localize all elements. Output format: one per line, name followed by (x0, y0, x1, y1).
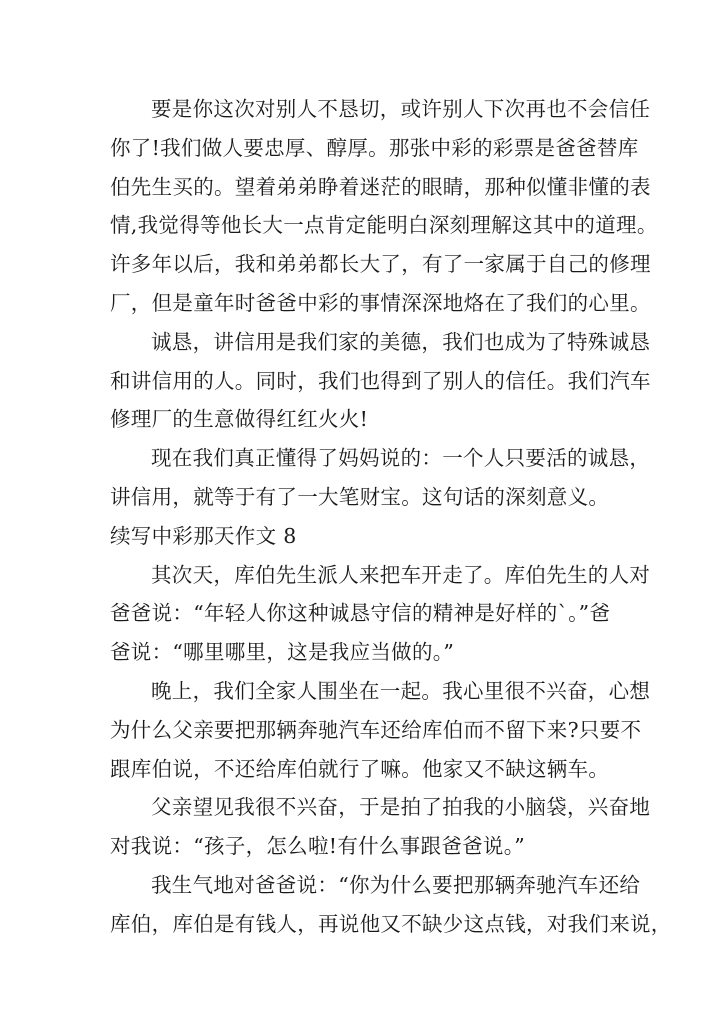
text-line: 爸爸说：“年轻人你这种诚恳守信的精神是好样的`。”爸 (110, 601, 611, 626)
text-line: 讲信用，就等于有了一大笔财宝。这句话的深刻意义。 (110, 484, 610, 509)
paragraph-first-line: 我生气地对爸爸说：“你为什么要把那辆奔驰汽车还给 (151, 872, 641, 897)
text-line: 爸说：“哪里哪里，这是我应当做的。” (110, 640, 455, 665)
text-line: 情,我觉得等他长大一点肯定能明白深刻理解这其中的道理。 (110, 213, 658, 238)
text-line: 厂，但是童年时爸爸中彩的事情深深地烙在了我们的心里。 (110, 290, 651, 315)
text-line: 和讲信用的人。同时，我们也得到了别人的信任。我们汽车 (110, 368, 651, 393)
text-line: 续写中彩那天作文 8 (110, 523, 297, 548)
paragraph-first-line: 其次天，库伯先生派人来把车开走了。库伯先生的人对 (151, 562, 651, 587)
text-line: 跟库伯说，不还给库伯就行了嘛。他家又不缺这辆车。 (110, 756, 610, 781)
text-line: 许多年以后，我和弟弟都长大了，有了一家属于自己的修理 (110, 252, 651, 277)
paragraph-first-line: 现在我们真正懂得了妈妈说的：一个人只要活的诚恳， (151, 446, 651, 471)
paragraph-first-line: 要是你这次对别人不恳切，或许别人下次再也不会信任 (151, 97, 651, 121)
paragraph-first-line: 父亲望见我很不兴奋，于是拍了拍我的小脑袋，兴奋地 (151, 795, 651, 820)
text-line: 库伯，库伯是有钱人，再说他又不缺少这点钱，对我们来说， (110, 911, 672, 936)
text-line: 你了!我们做人要忠厚、醇厚。那张中彩的彩票是爸爸替库 (110, 135, 639, 160)
text-line: 对我说：“孩子，怎么啦!有什么事跟爸爸说。” (110, 834, 526, 859)
text-line: 为什么父亲要把那辆奔驰汽车还给库伯而不留下来?只要不 (110, 717, 642, 742)
document-body (110, 90, 672, 944)
paragraph-first-line: 晚上，我们全家人围坐在一起。我心里很不兴奋，心想 (151, 678, 651, 703)
text-line: 修理厂的生意做得红红火火! (110, 407, 369, 432)
paragraph-first-line: 诚恳，讲信用是我们家的美德，我们也成为了特殊诚恳 (151, 329, 651, 354)
text-line: 伯先生买的。望着弟弟睁着迷茫的眼睛，那种似懂非懂的表 (110, 174, 651, 199)
